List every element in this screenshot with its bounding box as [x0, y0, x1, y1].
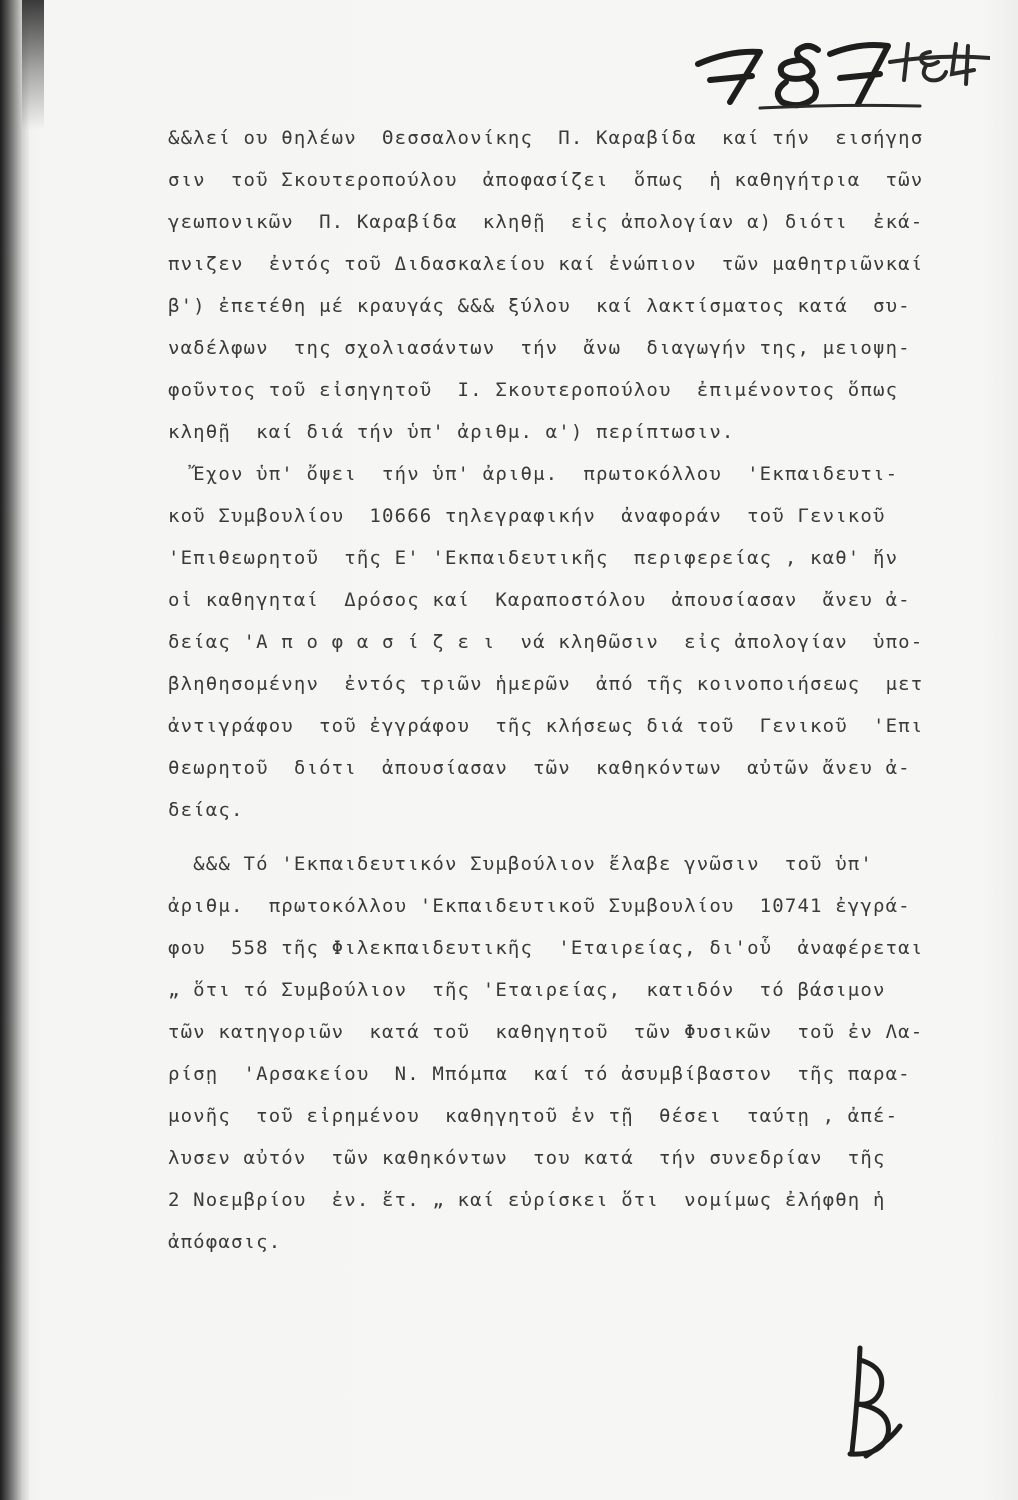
text-line: 2 Νοεμβρίου ἐν. ἔτ. „ καί εὑρίσκει ὅτι νομίμως ἐλήφθη ἡ	[168, 1189, 886, 1211]
folio-handwriting	[690, 22, 990, 112]
binding-shadow	[22, 0, 44, 130]
text-line: &&λεί ου θηλέων Θεσσαλονίκης Π. Καραβίδα καί τήν εισήγησ	[168, 127, 924, 149]
text-line: β') ἐπετέθη μέ κραυγάς &&& ξύλου καί λακτίσματος κατά συ-	[168, 295, 911, 317]
text-line: σιν τοῦ Σκουτεροπούλου ἀποφασίζει ὅπως ἡ καθηγήτρια τῶν	[168, 169, 924, 191]
text-line: δείας.	[168, 799, 244, 821]
text-line: Ἔχον ὑπ' ὄψει τήν ὑπ' ἀριθμ. πρωτοκόλλου 'Εκπαιδευτι-	[168, 463, 899, 485]
text-line: οἱ καθηγηταί Δρόσος καί Καραποστόλου ἀπουσίασαν ἄνευ ἀ-	[168, 589, 911, 611]
text-line: δείας 'Α π ο φ α σ ί ζ ε ι νά κληθῶσιν εἰς ἀπολογίαν ὑπο-	[168, 631, 924, 653]
text-line: πνιζεν ἐντός τοῦ Διδασκαλείου καί ἐνώπιον τῶν μαθητριῶνκαί	[168, 253, 924, 275]
text-line: τῶν κατηγοριῶν κατά τοῦ καθηγητοῦ τῶν Φυσικῶν τοῦ ἐν Λα-	[168, 1021, 924, 1043]
text-line: ἀπόφασις.	[168, 1231, 282, 1253]
text-line: φοῦντος τοῦ εἰσηγητοῦ Ι. Σκουτεροπούλου ἐπιμένοντος ὅπως	[168, 379, 899, 401]
folio-number	[690, 22, 990, 112]
text-line: ρίσῃ 'Αρσακείου Ν. Μπόμπα καί τό ἀσυμβίβαστον τῆς παρα-	[168, 1063, 911, 1085]
binding-edge	[0, 0, 30, 1500]
text-line: ἀντιγράφου τοῦ ἐγγράφου τῆς κλήσεως διά τοῦ Γενικοῦ 'Επι	[168, 715, 924, 737]
text-line: γεωπονικῶν Π. Καραβίδα κληθῇ εἰς ἀπολογίαν α) διότι ἐκά-	[168, 211, 924, 233]
text-line: ναδέλφων της σχολιασάντων τήν ἄνω διαγωγήν της, μειοψη-	[168, 337, 911, 359]
text-line: μονῆς τοῦ εἰρημένου καθηγητοῦ ἐν τῇ θέσει ταύτῃ , ἀπέ-	[168, 1105, 899, 1127]
text-line: ἀριθμ. πρωτοκόλλου 'Εκπαιδευτικοῦ Συμβουλίου 10741 ἐγγρά-	[168, 895, 911, 917]
text-line: 'Επιθεωρητοῦ τῆς Ε' 'Εκπαιδευτικῆς περιφερείας , καθ' ἥν	[168, 547, 899, 569]
text-line: λυσεν αὐτόν τῶν καθηκόντων του κατά τήν συνεδρίαν τῆς	[168, 1147, 886, 1169]
signature-initials	[830, 1340, 920, 1470]
text-line: „ ὅτι τό Συμβούλιον τῆς 'Εταιρείας, κατιδόν τό βάσιμον	[168, 979, 886, 1001]
text-line: θεωρητοῦ διότι ἀπουσίασαν τῶν καθηκόντων αὐτῶν ἄνευ ἀ-	[168, 757, 911, 779]
text-line: κληθῇ καί διά τήν ὑπ' ἀριθμ. α') περίπτωσιν.	[168, 421, 735, 443]
text-line: κοῦ Συμβουλίου 10666 τηλεγραφικήν ἀναφοράν τοῦ Γενικοῦ	[168, 505, 886, 527]
text-line: &&& Τό 'Εκπαιδευτικόν Συμβούλιον ἔλαβε γνῶσιν τοῦ ὑπ'	[168, 853, 873, 875]
text-line: φου 558 τῆς Φιλεκπαιδευτικῆς 'Εταιρείας, δι'οὗ ἀναφέρεται	[168, 937, 924, 959]
typewritten-body	[168, 118, 1018, 1298]
text-line: βληθησομένην ἐντός τριῶν ἡμερῶν ἀπό τῆς κοινοποιήσεως μετ	[168, 673, 924, 695]
